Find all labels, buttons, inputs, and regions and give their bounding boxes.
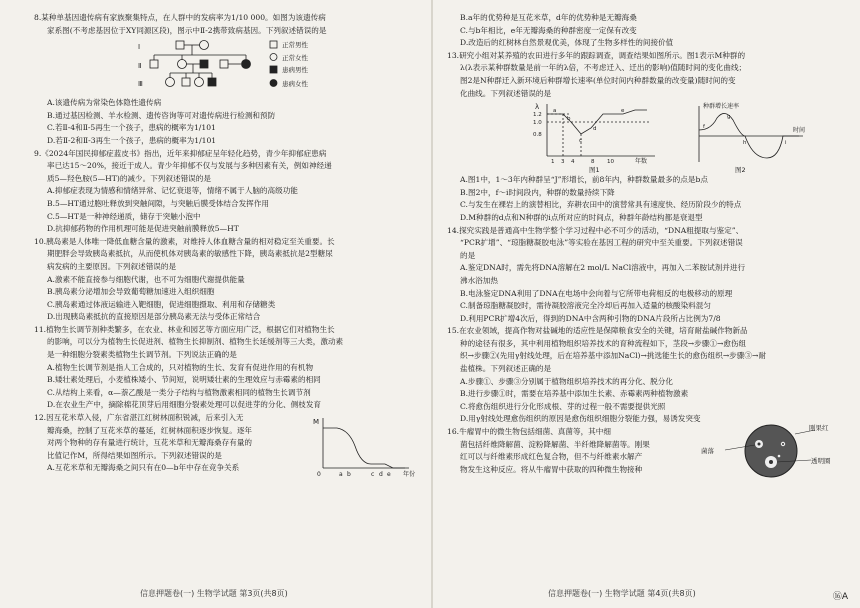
q10-option-c: C.胰岛素通过体液运输进入靶细胞，促进细胞摄取、利用和存储糖类 xyxy=(47,299,276,309)
tick-label: 0.8 xyxy=(533,132,542,139)
q13-figures xyxy=(447,100,842,174)
legend-label: 正常男性 xyxy=(282,41,308,50)
fig2-ylabel: 种群增长速率 xyxy=(703,103,740,111)
q12-line: 比值记作M，所得结果如图所示。下列叙述错误的是 xyxy=(47,450,222,460)
pedigree-male-normal xyxy=(176,41,184,49)
question-12 xyxy=(34,412,422,479)
q11-line: 11.植物生长调节剂种类繁多，在农业、林业和园艺等方面应用广泛，根据它们对植物生长 xyxy=(34,324,335,334)
label-colony: 菌落 xyxy=(701,447,714,456)
q12-option-a: A.互花米草和无瓣海桑之间只有在0—b年中存在竞争关系 xyxy=(47,463,240,473)
legend-label: 正常女性 xyxy=(282,54,308,63)
graph-xlabel: 年份 xyxy=(403,471,416,479)
q13-option-b: B.图2中，f～i时间段内，种群的数量持续下降 xyxy=(460,187,615,197)
q14-line: 14.探究实践是普通高中生物学整个学习过程中必不可少的活动，“DNA粗提取与鉴定”、 xyxy=(447,225,744,235)
q15-line: 织→步骤②(先用γ射线处理，后在培养基中添加NaCl)→挑选能生长的愈伤组织→步骤③→耐 xyxy=(460,351,766,361)
tick-label: d xyxy=(379,471,383,479)
question-10 xyxy=(34,236,422,324)
q9-line: 质5—羟色胺(5—HT)的减少。下列叙述错误的是 xyxy=(47,173,211,183)
point-label: c xyxy=(579,138,583,145)
q10-option-a: A.激素不能直接参与细胞代谢，也不可为细胞代谢提供能量 xyxy=(47,274,245,284)
colony xyxy=(778,455,781,458)
pedigree-figure xyxy=(34,37,422,97)
tick-label: c xyxy=(371,471,375,479)
q8-option-b: B.通过基因检测、羊水检测、遗传咨询等可对遗传病进行检测和预防 xyxy=(47,110,276,120)
q13-line: 13.研究小组对某养殖的农田进行多年的跟踪调查，调查结果如图所示。图1表示M种群的 xyxy=(447,50,746,60)
legend-label: 患病男性 xyxy=(282,66,308,75)
q12-line: 瓣海桑，控制了互花米草的蔓延，红树林面积逐步恢复。逐年 xyxy=(47,425,253,435)
q16-line: 红可以与纤维素形成红色复合物，但不与纤维素水解产 xyxy=(460,452,643,462)
q15-line: 盐植株。下列叙述正确的是 xyxy=(460,364,552,374)
q9-line: 率已达15～20%，接近于成人。青少年抑郁不仅与发展与多种因素有关，例如神经递 xyxy=(47,161,332,171)
q12-line: 对两个物种的存有量进行统计，互花米草和无瓣海桑存有量的 xyxy=(47,438,253,448)
q8-option-c: C.若Ⅱ-4和Ⅱ-5再生一个孩子，患病的概率为1/101 xyxy=(47,123,216,133)
q9-option-b: B.5—HT通过胞吐释放到突触间隙，与突触后膜受体结合发挥作用 xyxy=(47,198,269,208)
q14-line: 的是 xyxy=(460,250,476,260)
tick-label: 8 xyxy=(591,159,595,166)
q15-option-d: D.用γ射线处理愈伤组织的原因是愈伤组织细胞分裂能力强，易诱发突变 xyxy=(460,414,701,424)
q11-line: 是一种细胞分裂素类植物生长调节剂。下列说法正确的是 xyxy=(47,350,237,360)
point-label: a xyxy=(553,108,557,115)
page-footer-right: 信息押题卷(一) 生物学试题 第4页(共8页) xyxy=(548,589,696,598)
page-footer-left: 信息押题卷(一) 生物学试题 第3页(共8页) xyxy=(140,589,288,598)
q11-option-a: A.植物生长调节剂是指人工合成的，只对植物的生长、发育有促进作用的有机物 xyxy=(47,362,314,372)
point-label: h xyxy=(743,140,747,147)
q15-option-a: A.步骤①、步骤③分别属于植物组织培养技术的再分化、脱分化 xyxy=(460,376,673,386)
q14-option-d: D.利用PCR扩增4次后，得到的DNA中含两种引物的DNA片段所占比例为7/8 xyxy=(460,313,721,323)
q14-line: “PCR扩增”、“琼脂糖凝胶电泳”等实验在基因工程的研究中至关重要。下列叙述错误 xyxy=(460,238,743,248)
q16-line: 物发生这种反应。将从牛瘤胃中获取的四种微生物接种 xyxy=(460,464,643,474)
q13-option-a: A.图1中，1～3年内种群呈“J”形增长，前8年内，种群数量最多的点是b点 xyxy=(460,175,708,185)
q12-option-c: C.与b年相比，e年无瓣海桑的种群密度一定保有改变 xyxy=(460,25,637,35)
fig2-caption: 图2 xyxy=(735,166,746,175)
colony xyxy=(758,443,761,446)
question-13 xyxy=(447,50,842,225)
page-fold xyxy=(431,0,433,608)
q10-line: 病发病的主要原因。下列叙述错误的是 xyxy=(47,261,177,271)
q8-option-a: A.该遗传病为常染色体隐性遗传病 xyxy=(47,98,162,108)
question-15 xyxy=(447,325,842,426)
point-label: b xyxy=(567,116,571,123)
tick-label: 1.0 xyxy=(533,120,542,127)
q10-line: 10.胰岛素是人体唯一降低血糖含量的激素，对维持人体血糖含量的相对稳定至关重要。长 xyxy=(34,236,335,246)
tick-label: b xyxy=(347,471,351,479)
q13-option-c: C.与发生在裸岩上的演替相比，弃耕农田中的演替常具有速度快、经历阶段少的特点 xyxy=(460,200,742,210)
q13-line: 图2是N种群迁入新环境后种群增长速率(单位时间内种群数量的改变量)随时间的变 xyxy=(460,75,736,85)
q14-option-b: B.电泳鉴定DNA利用了DNA在电场中会向着与它所带电荷相反的电极移动的原理 xyxy=(460,288,733,298)
pedigree-chart xyxy=(34,37,334,97)
gen-label: Ⅱ xyxy=(138,62,142,71)
question-11 xyxy=(34,324,422,412)
q13-option-d: D.M种群的d点和N种群的i点所对应的时间点，种群年龄结构都是衰退型 xyxy=(460,212,703,222)
q12-line: 12.因互花米草入侵，广东省湛江红树林面积锐减，后来引入无 xyxy=(34,413,244,423)
q15-line: 15.在农业领域，提高作物对盐碱地的适应性是保障粮食安全的关键，培育耐盐碱作物新品 xyxy=(447,326,748,336)
q14-option-a: A.鉴定DNA时，需先将DNA溶解在2 mol/L NaCl溶液中，再加入二苯胺试剂并进行 xyxy=(460,263,746,273)
q10-option-b: B.胰岛素分泌增加会导致葡萄糖加速进入组织细胞 xyxy=(47,287,215,297)
q13-line: 化曲线。下列叙述错误的是 xyxy=(460,88,552,98)
tick-label: 1.2 xyxy=(533,112,542,119)
q8-line: 8.某种单基因遗传病有家族聚集特点，在人群中的发病率为1/10 000。如图为该遗传病 xyxy=(34,13,326,22)
tick-label: e xyxy=(387,471,391,479)
colony xyxy=(782,443,784,445)
q16-line: 16.牛瘤胃中的微生物包括细菌、真菌等，其中细 xyxy=(447,427,611,437)
petri-dish-figure xyxy=(699,420,839,482)
label-clear-zone: 透明圈 xyxy=(811,457,831,466)
q14-option-a-cont: 沸水浴加热 xyxy=(460,275,498,285)
q15-line: 种的途径有很多，其中利用植物组织培养技术的育种流程如下，茎段→步骤①→愈伤组 xyxy=(460,338,747,348)
fig1-ylabel: λ xyxy=(535,103,540,112)
q9-option-a: A.抑郁症表现为情感和情绪异常、记忆衰退等，情绪不属于人脑的高级功能 xyxy=(47,186,298,196)
q8-line: 家系图(不考虑基因位于XY同源区段)，图示中Ⅱ-2携带致病基因。下列叙述错误的是 xyxy=(47,25,327,35)
q11-option-b: B.矮壮素处理后，小麦植株矮小、节间短，说明矮壮素的生理效应与赤霉素的相同 xyxy=(47,375,321,385)
tick-label: 10 xyxy=(607,159,614,166)
point-label: e xyxy=(621,108,625,115)
left-column xyxy=(34,12,422,479)
q15-option-b: B.进行步骤①时，需要在培养基中添加生长素、赤霉素两种植物激素 xyxy=(460,389,689,399)
q9-option-c: C.5—HT是一种神经递质，储存于突触小泡中 xyxy=(47,211,201,221)
fig2-xlabel: 时间 xyxy=(793,127,806,135)
point-label: d xyxy=(593,126,597,133)
page-badge: ⑯A xyxy=(832,592,848,602)
label-congo-red: 刚果红 xyxy=(809,424,829,433)
q10-option-d: D.出现胰岛素抵抗的直接原因是部分胰岛素无法与受体正常结合 xyxy=(47,312,261,322)
graph-ylabel: M xyxy=(313,418,320,427)
q11-option-d: D.在农业生产中，摘除棉花顶芽后用细胞分裂素处理可以促进芽的分化、侧枝发育 xyxy=(47,400,322,410)
colony xyxy=(769,460,773,464)
q13-figure-svg xyxy=(531,100,851,174)
pedigree-female-normal xyxy=(200,41,209,50)
gen-label: Ⅰ xyxy=(138,43,141,52)
point-label: g xyxy=(727,114,731,121)
tick-label: 1 xyxy=(551,159,555,166)
q12-option-b: B.a年的优势种是互花米草，d年的优势种是无瓣海桑 xyxy=(460,13,637,22)
q11-option-c: C.从结构上来看，α—萘乙酸是一类分子结构与植物激素相同的植物生长调节剂 xyxy=(47,387,311,397)
right-column xyxy=(447,12,842,476)
q16-line: 菌包括纤维降解菌、淀粉降解菌、半纤维降解菌等。刚果 xyxy=(460,439,650,449)
q13-line: λ(λ表示某种群数量是前一年的λ倍，不考虑迁入、迁出的影响)值随时间的变化曲线； xyxy=(460,63,747,73)
tick-label: 0 xyxy=(317,471,321,479)
q10-line: 期肥胖会导致胰岛素抵抗，从而使机体对胰岛素的敏感性下降，胰岛素抵抗是2型糖尿 xyxy=(47,249,333,259)
question-9 xyxy=(34,148,422,236)
question-14 xyxy=(447,225,842,326)
point-label: f xyxy=(703,124,705,131)
point-label: i xyxy=(785,140,787,147)
petri-dish xyxy=(745,425,797,477)
question-16 xyxy=(447,426,842,476)
question-8 xyxy=(34,12,422,148)
q12-m-graph xyxy=(309,412,421,478)
q8-option-d: D.若Ⅱ-2和Ⅱ-3再生一个孩子，患病的概率为1/101 xyxy=(47,135,217,145)
fig1-caption: 图1 xyxy=(589,166,600,175)
fig1-xlabel: 年数 xyxy=(635,158,648,166)
tick-label: 3 xyxy=(561,159,565,166)
q14-option-c: C.制备琼脂糖凝胶时，需待凝胶溶液完全冷却后再加入适量的核酸染料混匀 xyxy=(460,301,711,311)
gen-label: Ⅲ xyxy=(138,80,143,89)
q12-option-d: D.改造后的红树林自然景观优美，体现了生物多样性的间接价值 xyxy=(460,38,674,48)
tick-label: a xyxy=(339,471,343,479)
q9-option-d: D.抗抑郁药物的作用机理可能是促进突触前膜释放5—HT xyxy=(47,224,239,234)
tick-label: 4 xyxy=(571,159,575,166)
legend-label: 患病女性 xyxy=(282,80,308,89)
q9-line: 9.《2024年国民抑郁症蓝皮书》指出，近年来抑郁症呈年轻化趋势，青少年抑郁症患病 xyxy=(34,148,327,158)
q15-option-c: C.将愈伤组织进行分化形成根、芽的过程一般不需要提供光照 xyxy=(460,401,666,411)
q11-line: 的影响，可以分为植物生长促进剂、植物生长抑制剂、植物生长延缓剂等三大类，激动素 xyxy=(47,337,344,347)
